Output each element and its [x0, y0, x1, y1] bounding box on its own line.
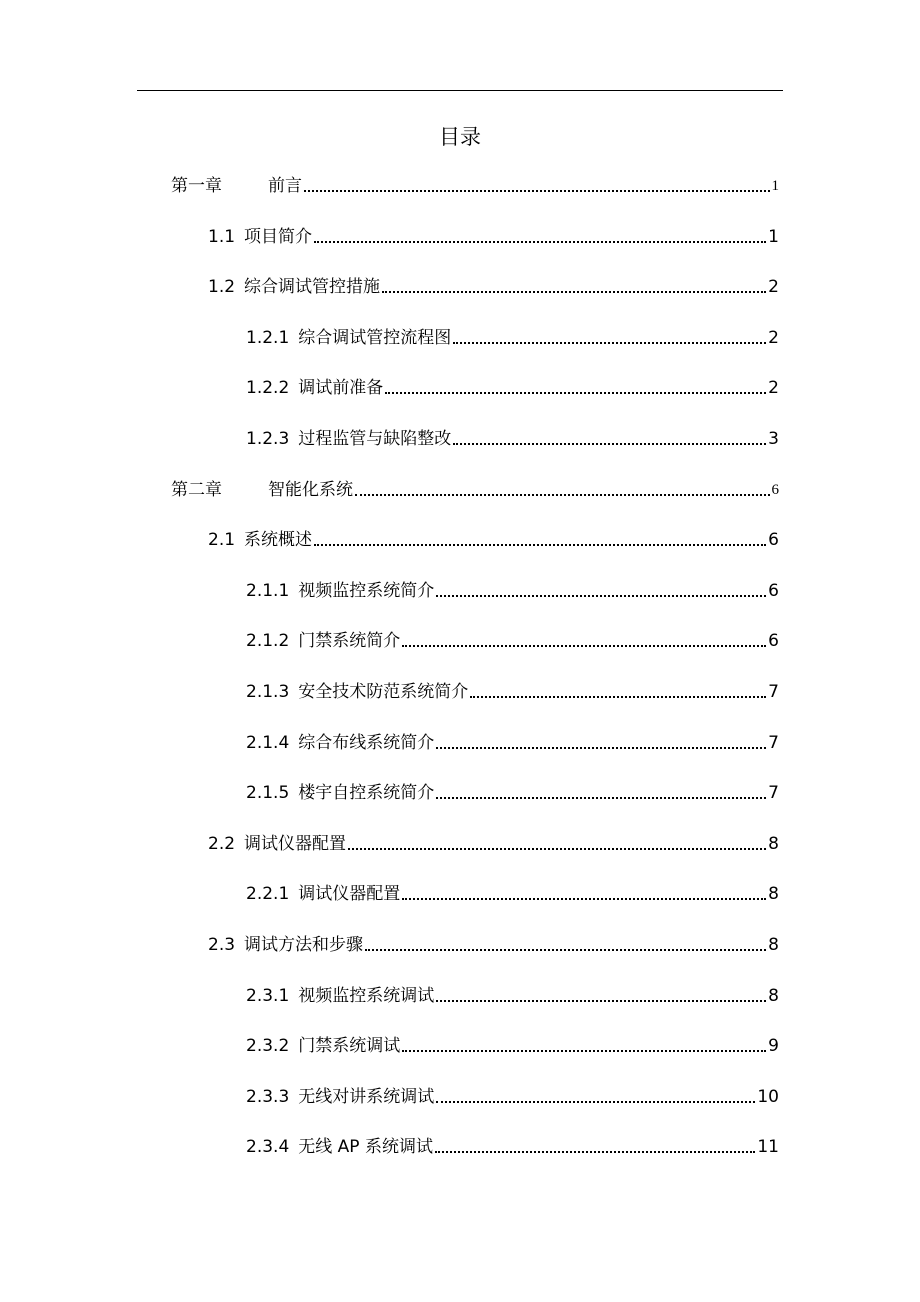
dot-leader	[365, 949, 766, 951]
dot-leader	[382, 291, 766, 293]
dot-leader	[436, 1101, 755, 1103]
toc-entry[interactable]	[246, 373, 779, 399]
toc-entry-label: 智能化系统	[268, 479, 353, 500]
toc-entry-number: 1.2.3	[246, 429, 290, 449]
toc-entry-number: 第二章	[171, 479, 222, 500]
toc-entry-label: 调试仪器配置	[244, 833, 347, 854]
toc-entry-page-number: 6	[768, 580, 779, 601]
dot-leader	[436, 1000, 766, 1002]
toc-entry-page-number: 8	[768, 833, 779, 854]
header-rule	[137, 90, 783, 91]
dot-leader	[453, 342, 766, 344]
toc-entry[interactable]	[246, 424, 779, 450]
toc-entry[interactable]	[208, 829, 779, 855]
toc-entry-page-number: 9	[768, 1036, 779, 1057]
toc-entry-label: 调试仪器配置	[298, 884, 401, 905]
toc-entry[interactable]	[246, 677, 779, 703]
toc-entry[interactable]	[246, 576, 779, 602]
toc-entry-page-number: 6	[771, 481, 779, 498]
toc-entry-label: 项目简介	[244, 226, 313, 247]
toc-entry-label: 楼宇自控系统简介	[298, 783, 435, 804]
dot-leader	[402, 645, 766, 647]
toc-entry-number: 1.1	[208, 226, 236, 247]
toc-entry-number: 2.3.2	[246, 1036, 290, 1057]
toc-entry-number: 2.3	[208, 935, 236, 955]
toc-entry-number: 2.1	[208, 530, 236, 551]
dot-leader	[348, 848, 766, 850]
toc-entry[interactable]	[246, 728, 779, 754]
toc-entry-label: 视频监控系统简介	[298, 580, 435, 601]
dot-leader	[314, 241, 766, 243]
toc-entry-label: 系统概述	[244, 530, 313, 551]
toc-entry-page-number: 7	[768, 783, 779, 804]
toc-entry[interactable]	[208, 930, 779, 956]
toc-entry-page-number: 7	[768, 682, 779, 702]
toc-entry-page-number: 10	[757, 1086, 779, 1107]
toc-entry[interactable]	[246, 626, 779, 652]
dot-leader	[314, 544, 766, 546]
toc-entry-page-number: 11	[757, 1137, 779, 1158]
toc-entry[interactable]	[171, 475, 779, 501]
toc-entry[interactable]	[246, 1031, 779, 1057]
toc-entry-label: 视频监控系统调试	[298, 985, 435, 1006]
toc-entry-label: 综合调试管控流程图	[298, 327, 452, 348]
toc-entry-page-number: 2	[768, 327, 779, 348]
toc-entry-page-number: 7	[768, 732, 779, 753]
toc-entry-number: 1.2	[208, 277, 236, 298]
toc-entry-number: 2.1.3	[246, 682, 290, 702]
toc-entry[interactable]	[246, 981, 779, 1007]
toc-entry-label: 综合调试管控措施	[244, 277, 381, 298]
toc-entry[interactable]	[208, 272, 779, 298]
toc-entry-page-number: 1	[768, 226, 779, 247]
dot-leader	[304, 190, 770, 192]
toc-entry-number: 1.2.2	[246, 378, 290, 399]
toc-entry-page-number: 2	[768, 378, 779, 399]
toc-entry[interactable]	[246, 1132, 779, 1158]
toc-entry[interactable]	[246, 879, 779, 905]
toc-entry-number: 2.3.3	[246, 1086, 290, 1107]
dot-leader	[470, 696, 766, 698]
dot-leader	[385, 392, 766, 394]
toc-entry-label: 无线 AP 系统调试	[298, 1137, 433, 1158]
toc-entry-number: 2.2.1	[246, 884, 290, 905]
toc-entry[interactable]	[246, 1082, 779, 1108]
toc-entry-number: 2.1.5	[246, 783, 290, 804]
toc-title: 目录	[439, 125, 481, 149]
toc-entry[interactable]	[171, 171, 779, 197]
dot-leader	[436, 595, 766, 597]
toc-entry-page-number: 3	[768, 429, 779, 449]
toc-entry-label: 前言	[268, 176, 302, 196]
dot-leader	[436, 797, 766, 799]
dot-leader	[402, 1050, 766, 1052]
toc-entry-number: 2.1.1	[246, 580, 290, 601]
toc-entry-number: 2.2	[208, 833, 236, 854]
toc-entry-number: 2.3.1	[246, 985, 290, 1006]
toc-entry-page-number: 2	[768, 277, 779, 298]
toc-entry-page-number: 8	[768, 884, 779, 905]
toc-entry-label: 调试方法和步骤	[244, 935, 364, 955]
dot-leader	[436, 747, 766, 749]
toc-entry-label: 门禁系统简介	[298, 631, 401, 652]
toc-entry-page-number: 1	[771, 178, 779, 194]
toc-entry-number: 1.2.1	[246, 327, 290, 348]
toc-entry-number: 第一章	[171, 176, 222, 196]
dot-leader	[435, 1151, 755, 1153]
dot-leader	[402, 898, 766, 900]
toc-entry[interactable]	[246, 323, 779, 349]
toc-entry[interactable]	[208, 525, 779, 551]
dot-leader	[453, 443, 766, 445]
toc-entry[interactable]	[246, 778, 779, 804]
toc-entry-label: 无线对讲系统调试	[298, 1086, 435, 1107]
toc-entry-page-number: 8	[768, 985, 779, 1006]
toc-entry-number: 2.3.4	[246, 1137, 290, 1158]
toc-entry-label: 门禁系统调试	[298, 1036, 401, 1057]
dot-leader	[355, 494, 770, 496]
toc-entry-page-number: 6	[768, 631, 779, 652]
toc-entry-number: 2.1.4	[246, 732, 290, 753]
toc-entry-label: 过程监管与缺陷整改	[298, 429, 452, 449]
toc-entry-label: 调试前准备	[298, 378, 384, 399]
toc-entry-page-number: 8	[768, 935, 779, 955]
toc-entry-page-number: 6	[768, 530, 779, 551]
toc-entry-label: 综合布线系统简介	[298, 732, 435, 753]
toc-entry[interactable]	[208, 222, 779, 248]
toc-entry-label: 安全技术防范系统简介	[298, 682, 469, 702]
toc-entry-number: 2.1.2	[246, 631, 290, 652]
